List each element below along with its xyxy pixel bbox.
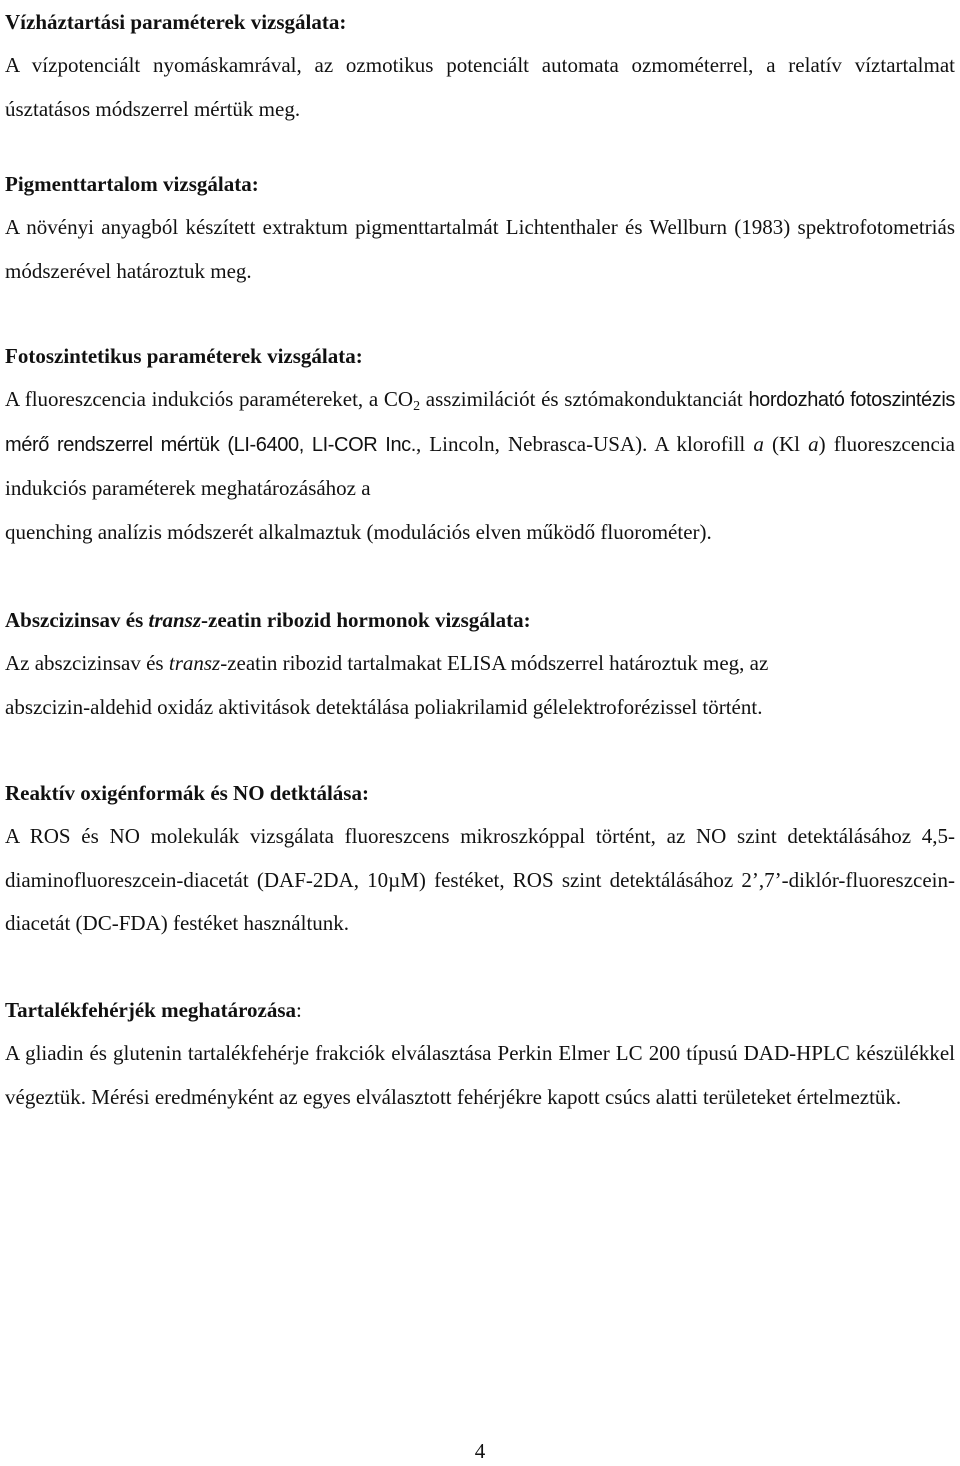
- heading-run: Abszcizinsav és: [5, 608, 149, 632]
- text-run: -zeatin ribozid tartalmakat ELISA módszerrel határoztuk meg, az: [220, 651, 769, 675]
- section-paragraph: A növényi anyagból készített extraktum pigmenttartalmát Lichtenthaler és Wellburn (1983) spektrofotometriás módszerével határoztuk meg.: [5, 215, 955, 283]
- text-run: A fluoreszcencia indukciós paramétereket, a CO: [5, 387, 414, 411]
- section-heading: [5, 988, 955, 1032]
- text-run: , Lincoln, Nebrasca-USA). A klorofill: [415, 431, 754, 456]
- text-run: quenching analízis módszerét alkalmaztuk (modulációs elven működő fluorométer).: [5, 520, 712, 545]
- section-heading: Fotoszintetikus paraméterek vizsgálata:: [5, 344, 363, 368]
- section-pigment: [5, 162, 955, 293]
- italic-a: a: [753, 431, 764, 456]
- section-water: [5, 0, 955, 131]
- text-run: abszcizin-aldehid oxidáz aktivitások detektálása poliakrilamid gélelektroforézissel történt.: [5, 694, 763, 719]
- section-heading: Vízháztartási paraméterek vizsgálata:: [5, 10, 347, 34]
- section-heading: [5, 598, 955, 642]
- section-paragraph: [5, 642, 955, 729]
- section-ros: [5, 771, 955, 946]
- text-italic: transz: [168, 651, 221, 675]
- section-paragraph: A gliadin és glutenin tartalékfehérje frakciók elválasztása Perkin Elmer LC 200 típusú DAD-HPLC készülékkel végeztük. Mérési eredményként az egyes elválasztott fehérjékre kapott csúcs alatti területeket értelmeztük.: [5, 1041, 955, 1109]
- subscript: 2: [413, 399, 421, 414]
- text-run: ) fluoreszcencia indukciós paraméterek meghatározásához a: [5, 431, 955, 501]
- text-run: Az abszcizinsav és: [5, 651, 169, 675]
- section-paragraph: A vízpotenciált nyomáskamrával, az ozmotikus potenciált automata ozmométerrel, a relatív víztartalmat úsztatásos módszerrel mértük meg.: [5, 53, 955, 121]
- section-heading: Reaktív oxigénformák és NO detktálása:: [5, 781, 369, 805]
- text-run-sans: hordozható fotoszintézis mérő rendszerrel mértük (LI-6400, LI-COR Inc.: [5, 389, 955, 456]
- section-photosynthesis: [5, 334, 955, 555]
- heading-run: -zeatin ribozid hormonok vizsgálata:: [201, 608, 531, 632]
- text-run: (Kl: [763, 431, 809, 456]
- text-run: asszimilációt és sztómakonduktanciát: [420, 387, 749, 411]
- heading-run: Tartalékfehérjék meghatározása: [5, 998, 297, 1022]
- page-number: 4: [474, 1439, 486, 1463]
- section-paragraph: [5, 378, 955, 555]
- section-hormones: [5, 598, 955, 729]
- section-heading: Pigmenttartalom vizsgálata:: [5, 172, 259, 196]
- heading-colon: :: [296, 998, 302, 1022]
- section-protein: [5, 988, 955, 1119]
- heading-italic: transz: [148, 608, 202, 632]
- italic-a: a: [808, 431, 819, 456]
- section-paragraph: A ROS és NO molekulák vizsgálata fluoreszcens mikroszkóppal történt, az NO szint detektálásához 4,5-diaminofluoreszcein-diacetát (DAF-2DA, 10µM) festéket, ROS szint detektálásához 2’,7’-diklór-fluoreszcein-diacetát (DC-FDA) festéket használtunk.: [5, 824, 955, 936]
